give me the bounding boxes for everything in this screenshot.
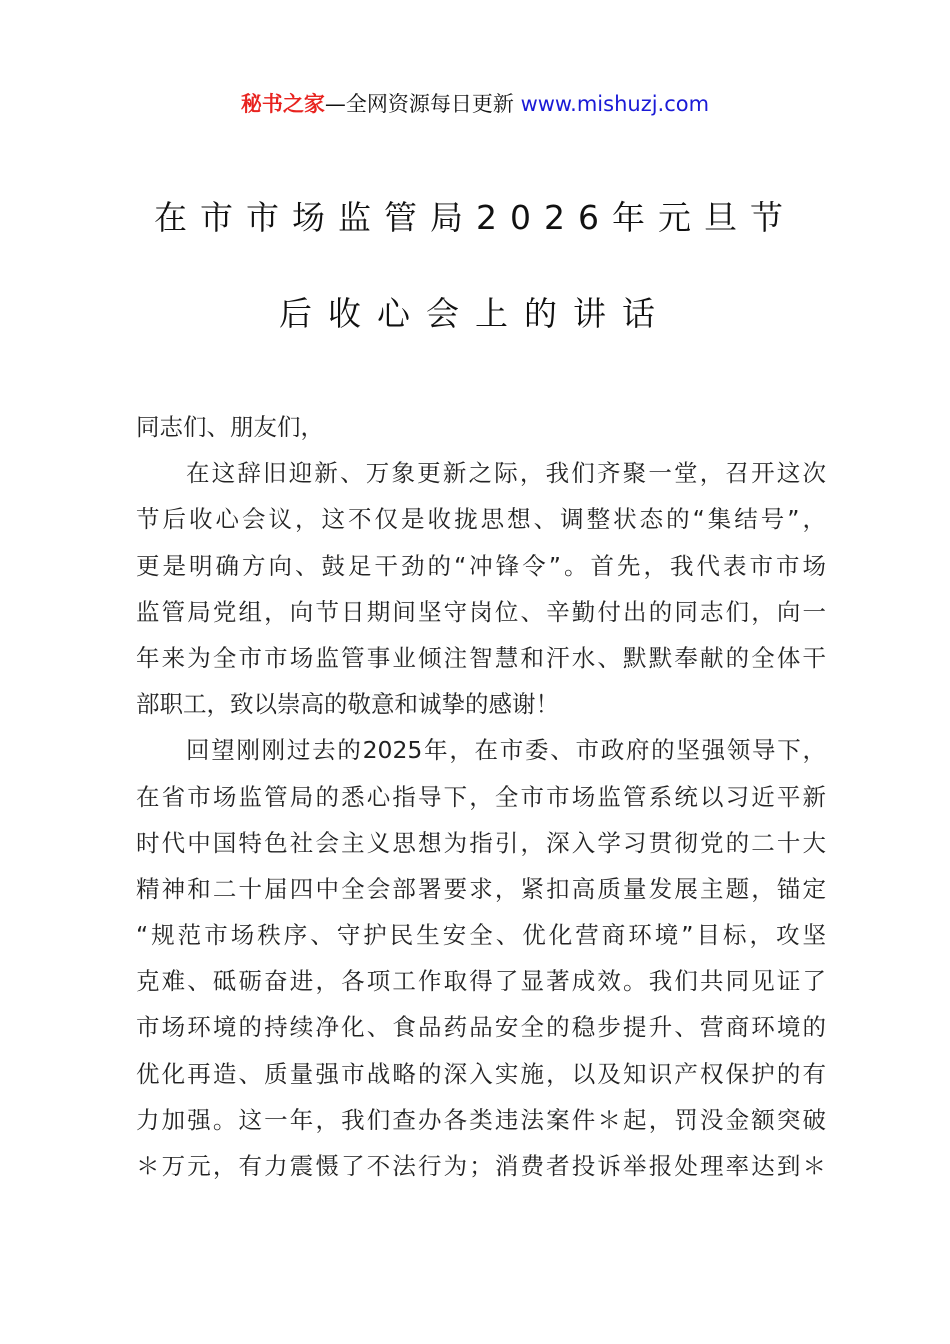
site-url-link[interactable]: www.mishuzj.com	[520, 92, 710, 116]
text-line: 市场环境的持续净化、食品药品安全的稳步提升、营商环境的	[136, 1013, 826, 1042]
text-line: “规范市场秩序、守护民生安全、优化营商环境”目标，攻坚	[136, 921, 826, 950]
text-line: 在省市场监管局的悉心指导下，全市市场监管系统以习近平新	[136, 782, 826, 811]
document-body	[136, 404, 826, 1189]
text-line: 年来为全市市场监管事业倾注智慧和汗水、默默奉献的全体干	[136, 643, 826, 672]
text-line: ＊万元，有力震慑了不法行为；消费者投诉举报处理率达到＊	[136, 1152, 826, 1180]
document-title-line-1: 在市市场监管局2026年元旦节	[154, 198, 796, 237]
text-line: 克难、砥砺奋进，各项工作取得了显著成效。我们共同见证了	[136, 967, 826, 996]
text-line: 回望刚刚过去的2025年，在市委、市政府的坚强领导下，	[186, 736, 826, 765]
paragraph-1	[136, 450, 826, 727]
text-line: 优化再造、质量强市战略的深入实施，以及知识产权保护的有	[136, 1059, 826, 1088]
text-line: 在这辞旧迎新、万象更新之际，我们齐聚一堂，召开这次	[186, 459, 826, 488]
header-tagline: —全网资源每日更新	[324, 92, 521, 116]
document-title-line-2: 后收心会上的讲话	[279, 294, 671, 333]
text-line: 精神和二十届四中全会部署要求，紧扣高质量发展主题，锚定	[136, 874, 826, 903]
text-line: 力加强。这一年，我们查办各类违法案件＊起，罚没金额突破	[136, 1105, 826, 1134]
text-line: 监管局党组，向节日期间坚守岗位、辛勤付出的同志们，向一	[136, 597, 826, 626]
salutation: 同志们、朋友们，	[136, 413, 324, 441]
text-line: 时代中国特色社会主义思想为指引，深入学习贯彻党的二十大	[136, 828, 826, 857]
text-line: 部职工，致以崇高的敬意和诚挚的感谢！	[136, 690, 559, 719]
paragraph-2	[136, 727, 826, 1189]
brand-name: 秘书之家	[240, 92, 325, 116]
text-line: 更是明确方向、鼓足干劲的“冲锋令”。首先，我代表市市场	[136, 551, 826, 580]
text-line: 节后收心会议，这不仅是收拢思想、调整状态的“集结号”，	[136, 505, 826, 534]
site-header	[0, 88, 950, 120]
